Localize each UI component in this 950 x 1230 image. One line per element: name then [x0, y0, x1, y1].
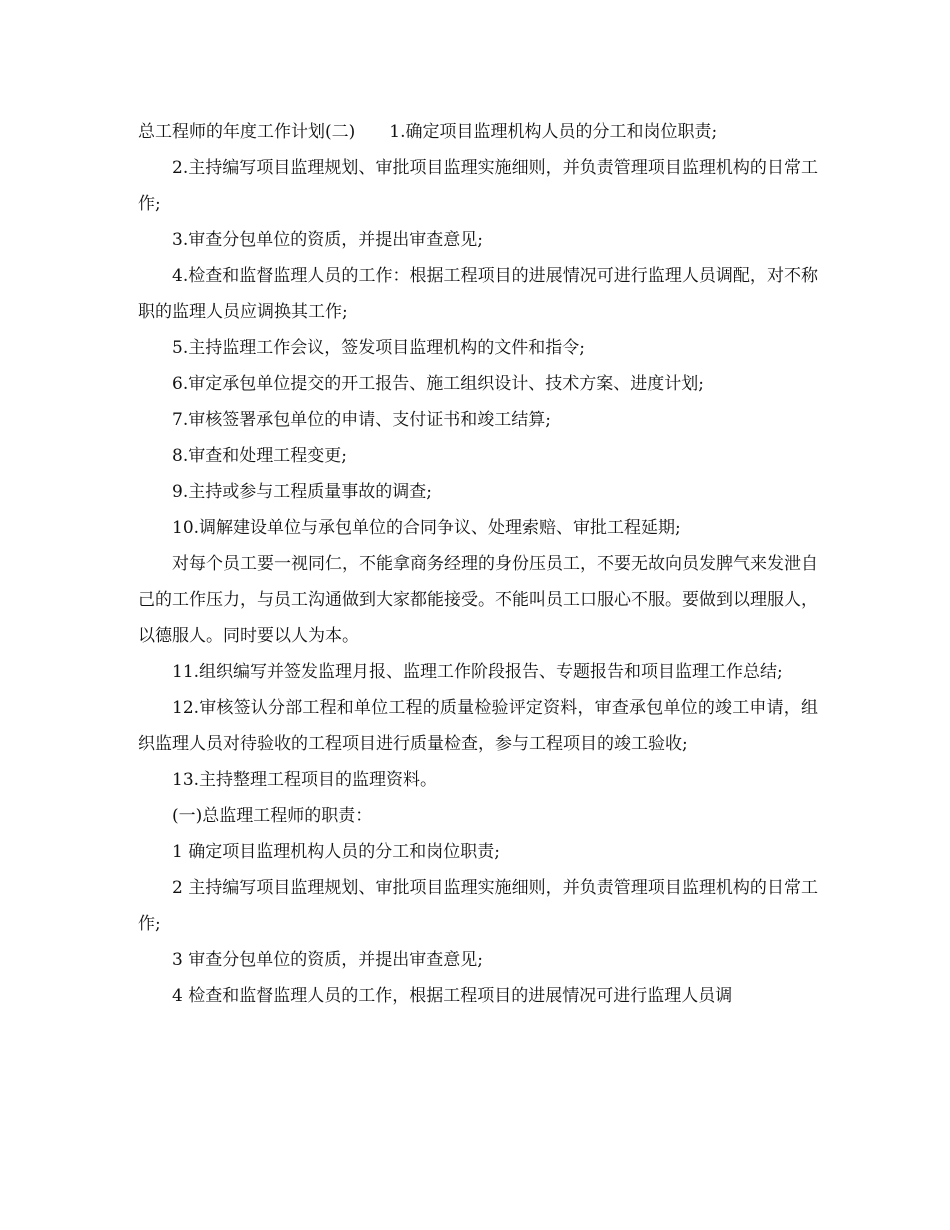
paragraph: 11.组织编写并签发监理月报、监理工作阶段报告、专题报告和项目监理工作总结; [172, 662, 783, 682]
paragraph-title-line: 总工程师的年度工作计划(二) 1.确定项目监理机构人员的分工和岗位职责; [138, 122, 718, 142]
section-heading: (一)总监理工程师的职责： [172, 806, 373, 826]
paragraph: 7.审核签署承包单位的申请、支付证书和竣工结算; [172, 410, 551, 430]
paragraph: 12.审核签认分部工程和单位工程的质量检验评定资料，审查承包单位的竣工申请，组织监理人员对待验收的工程项目进行质量检查，参与工程项目的竣工验收; [138, 698, 818, 754]
paragraph: 8.审查和处理工程变更; [172, 446, 347, 466]
paragraph: 9.主持或参与工程质量事故的调查; [172, 482, 432, 502]
paragraph: 2.主持编写项目监理规划、审批项目监理实施细则，并负责管理项目监理机构的日常工作; [138, 158, 818, 214]
paragraph: 10.调解建设单位与承包单位的合同争议、处理索赔、审批工程延期; [172, 518, 681, 538]
document-body [138, 114, 818, 1014]
paragraph: 4 检查和监督监理人员的工作，根据工程项目的进展情况可进行监理人员调 [172, 986, 733, 1006]
paragraph: 1 确定项目监理机构人员的分工和岗位职责; [172, 842, 500, 862]
paragraph: 6.审定承包单位提交的开工报告、施工组织设计、技术方案、进度计划; [172, 374, 704, 394]
paragraph: 对每个员工要一视同仁，不能拿商务经理的身份压员工，不要无故向员发脾气来发泄自己的工作压力，与员工沟通做到大家都能接受。不能叫员工口服心不服。要做到以理服人，以德服人。同时要以人为本。 [138, 554, 818, 646]
paragraph: 3 审查分包单位的资质，并提出审查意见; [172, 950, 483, 970]
paragraph: 13.主持整理工程项目的监理资料。 [172, 770, 438, 790]
paragraph: 2 主持编写项目监理规划、审批项目监理实施细则，并负责管理项目监理机构的日常工作; [138, 878, 818, 934]
paragraph: 5.主持监理工作会议，签发项目监理机构的文件和指令; [172, 338, 585, 358]
paragraph: 3.审查分包单位的资质，并提出审查意见; [172, 230, 483, 250]
paragraph: 4.检查和监督监理人员的工作：根据工程项目的进展情况可进行监理人员调配，对不称职的监理人员应调换其工作; [138, 266, 818, 322]
